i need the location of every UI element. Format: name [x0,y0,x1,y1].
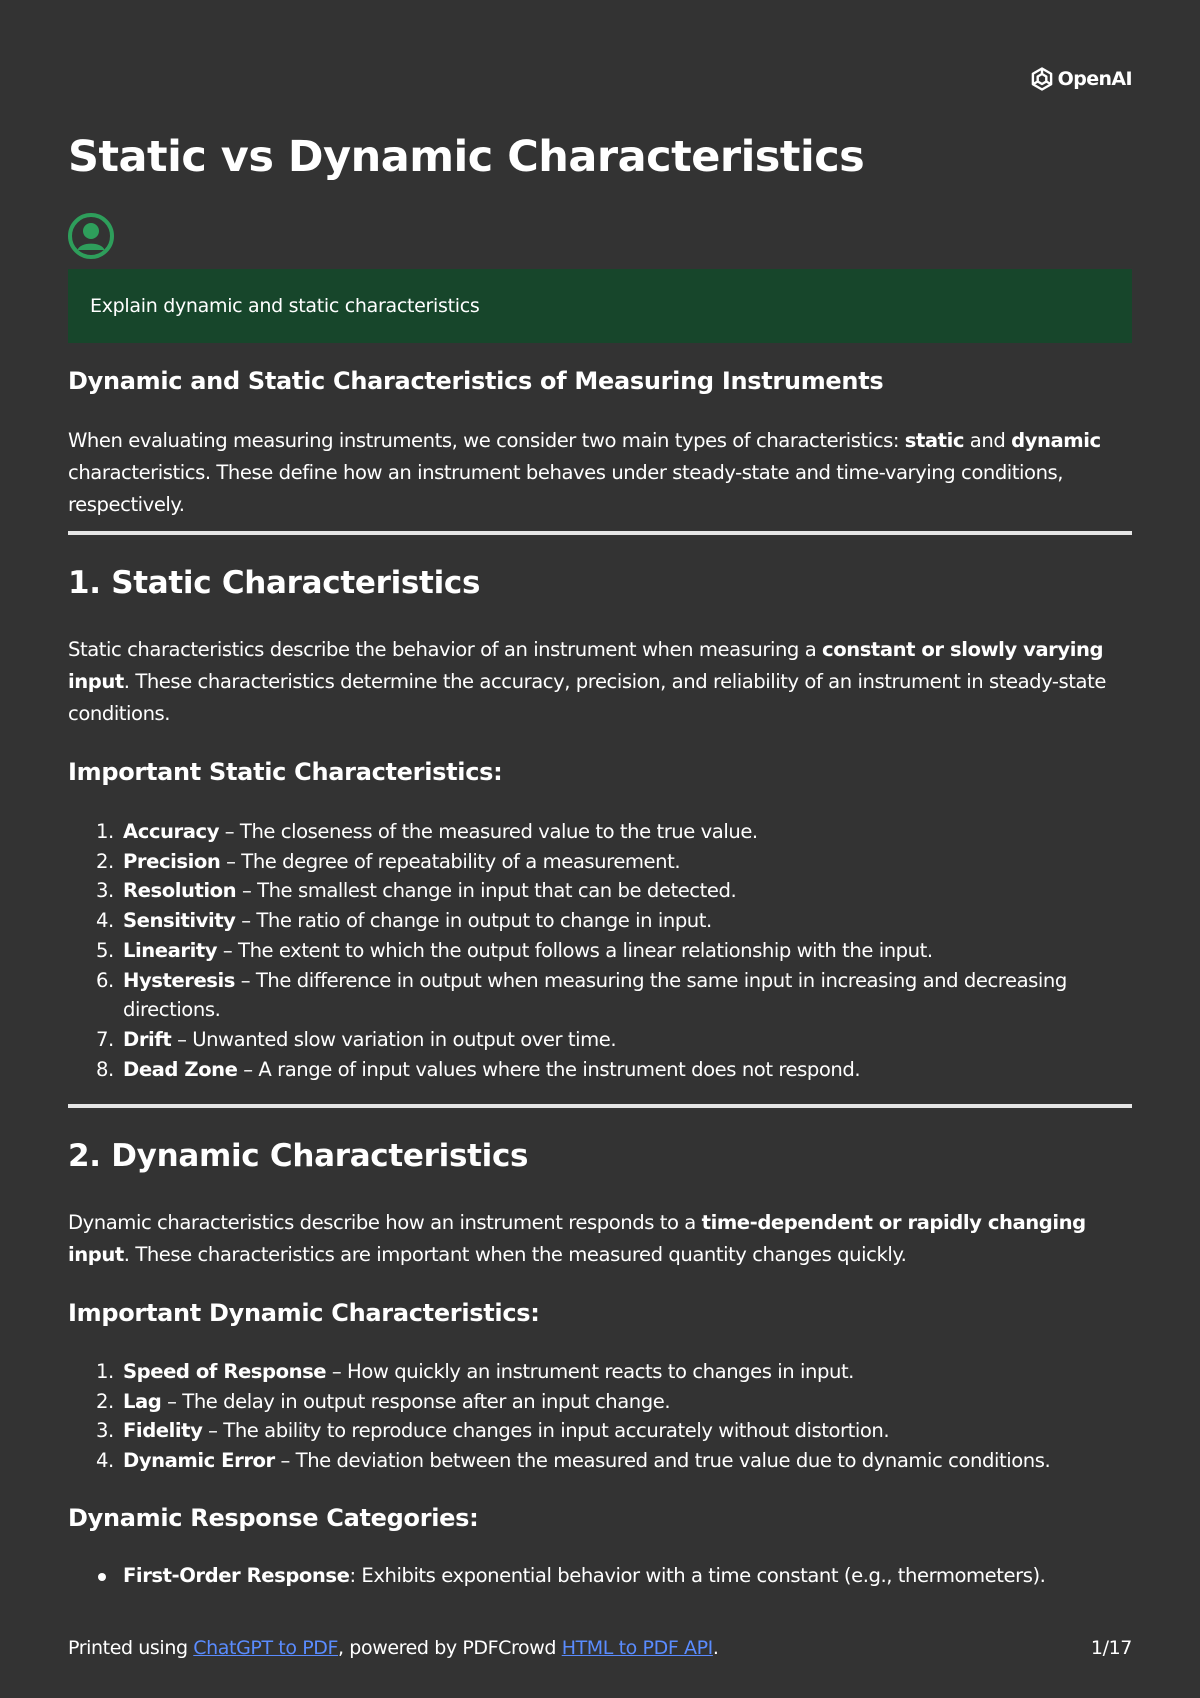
user-prompt-box [68,269,1132,343]
list-item: 5. Linearity – The extent to which the output follows a linear relationship with the input. [96,938,933,962]
page-number: 1/17 [1090,1637,1132,1659]
section-divider [68,1104,1132,1108]
user-avatar-icon [68,213,114,259]
static-section-heading: 1. Static Characteristics [68,565,481,601]
dynamic-subheading: Important Dynamic Characteristics: [68,1299,540,1327]
static-term: static [904,429,965,452]
dynamic-categories-list [68,1561,1132,1591]
user-prompt-text: Explain dynamic and static characteristics [90,295,480,317]
openai-logo-icon [1029,66,1055,92]
list-item: 2. Precision – The degree of repeatability of a measurement. [96,849,681,873]
dynamic-categories-heading: Dynamic Response Categories: [68,1504,479,1532]
list-item: 4. Dynamic Error – The deviation between the measured and true value due to dynamic conditions. [96,1449,1051,1473]
static-subheading: Important Static Characteristics: [68,758,503,786]
openai-logo-text: OpenAI [1057,68,1132,90]
static-description: Static characteristics describe the behavior of an instrument when measuring a constant or slowly varying input. These characteristics determine the accuracy, precision, and reliability of an instrument in steady-state conditions. [68,638,1106,725]
list-item: 3. Fidelity – The ability to reproduce changes in input accurately without distortion. [96,1419,890,1443]
list-item: 3. Resolution – The smallest change in input that can be detected. [96,879,737,903]
intro-paragraph: When evaluating measuring instruments, we consider two main types of characteristics: static and dynamic characteristics. These define how an instrument behaves under steady-state and time-varying conditions, respectively. [68,429,1101,516]
section-divider [68,531,1132,535]
list-item: 8. Dead Zone – A range of input values where the instrument does not respond. [96,1057,861,1081]
chatgpt-to-pdf-link[interactable]: ChatGPT to PDF [193,1637,339,1659]
page-title: Static vs Dynamic Characteristics [68,132,865,182]
openai-logo [1029,66,1132,92]
dynamic-section-heading: 2. Dynamic Characteristics [68,1138,529,1174]
list-item: 2. Lag – The delay in output response after an input change. [96,1389,671,1413]
bullet-icon [98,1573,106,1581]
answer-heading: Dynamic and Static Characteristics of Measuring Instruments [68,367,884,395]
html-to-pdf-api-link[interactable]: HTML to PDF API [561,1637,713,1659]
list-item: 4. Sensitivity – The ratio of change in output to change in input. [96,909,712,933]
dynamic-description: Dynamic characteristics describe how an instrument responds to a time-dependent or rapidly changing input. These characteristics are important when the measured quantity changes quickly. [68,1211,1086,1266]
dynamic-characteristics-list [68,1357,1132,1476]
list-item: 1. Speed of Response – How quickly an instrument reacts to changes in input. [96,1360,854,1383]
list-item: 7. Drift – Unwanted slow variation in output over time. [96,1027,617,1051]
list-item: 1. Accuracy – The closeness of the measured value to the true value. [96,820,758,843]
document-page [68,0,1132,1698]
list-item: First-Order Response: Exhibits exponential behavior with a time constant (e.g., thermometers). [68,1561,1132,1591]
dynamic-term: dynamic [1011,429,1101,452]
static-characteristics-list [68,817,1132,1084]
print-footer: Printed using ChatGPT to PDF, powered by PDFCrowd HTML to PDF API. 1/17 [68,1633,1132,1663]
list-item: 6. Hysteresis – The difference in output when measuring the same input in increasing and decreasing directions. [96,968,1067,1022]
